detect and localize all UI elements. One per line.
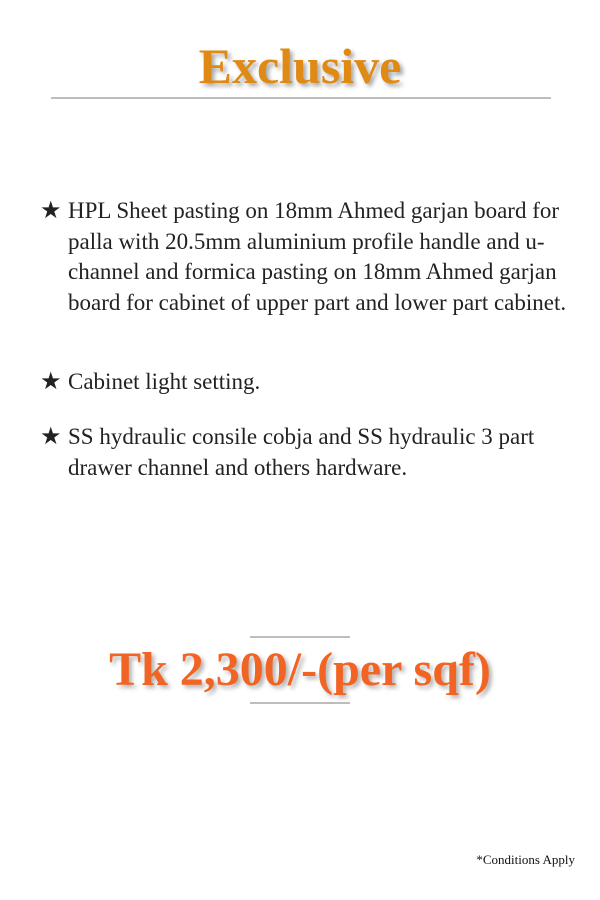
feature-item (40, 196, 570, 318)
price-divider-bottom (250, 702, 350, 704)
feature-text: Cabinet light setting. (68, 369, 261, 394)
feature-item (40, 422, 570, 483)
price-divider-top (250, 636, 350, 638)
star-icon: ★ (40, 424, 62, 450)
feature-text: HPL Sheet pasting on 18mm Ahmed garjan board for palla with 20.5mm aluminium profile handle and u-channel and formica pasting on 18mm Ahmed garjan board for cabinet of upper part and lower part cabinet. (68, 198, 567, 315)
conditions-note: *Conditions Apply (476, 852, 575, 867)
price: Tk 2,300/-(per sqf) (109, 643, 491, 696)
feature-item (40, 367, 570, 398)
page-title: Exclusive (198, 38, 402, 94)
feature-text: SS hydraulic consile cobja and SS hydraulic 3 part drawer channel and others hardware. (68, 424, 535, 480)
title-divider (51, 97, 551, 99)
star-icon: ★ (40, 369, 62, 395)
star-icon: ★ (40, 198, 62, 224)
